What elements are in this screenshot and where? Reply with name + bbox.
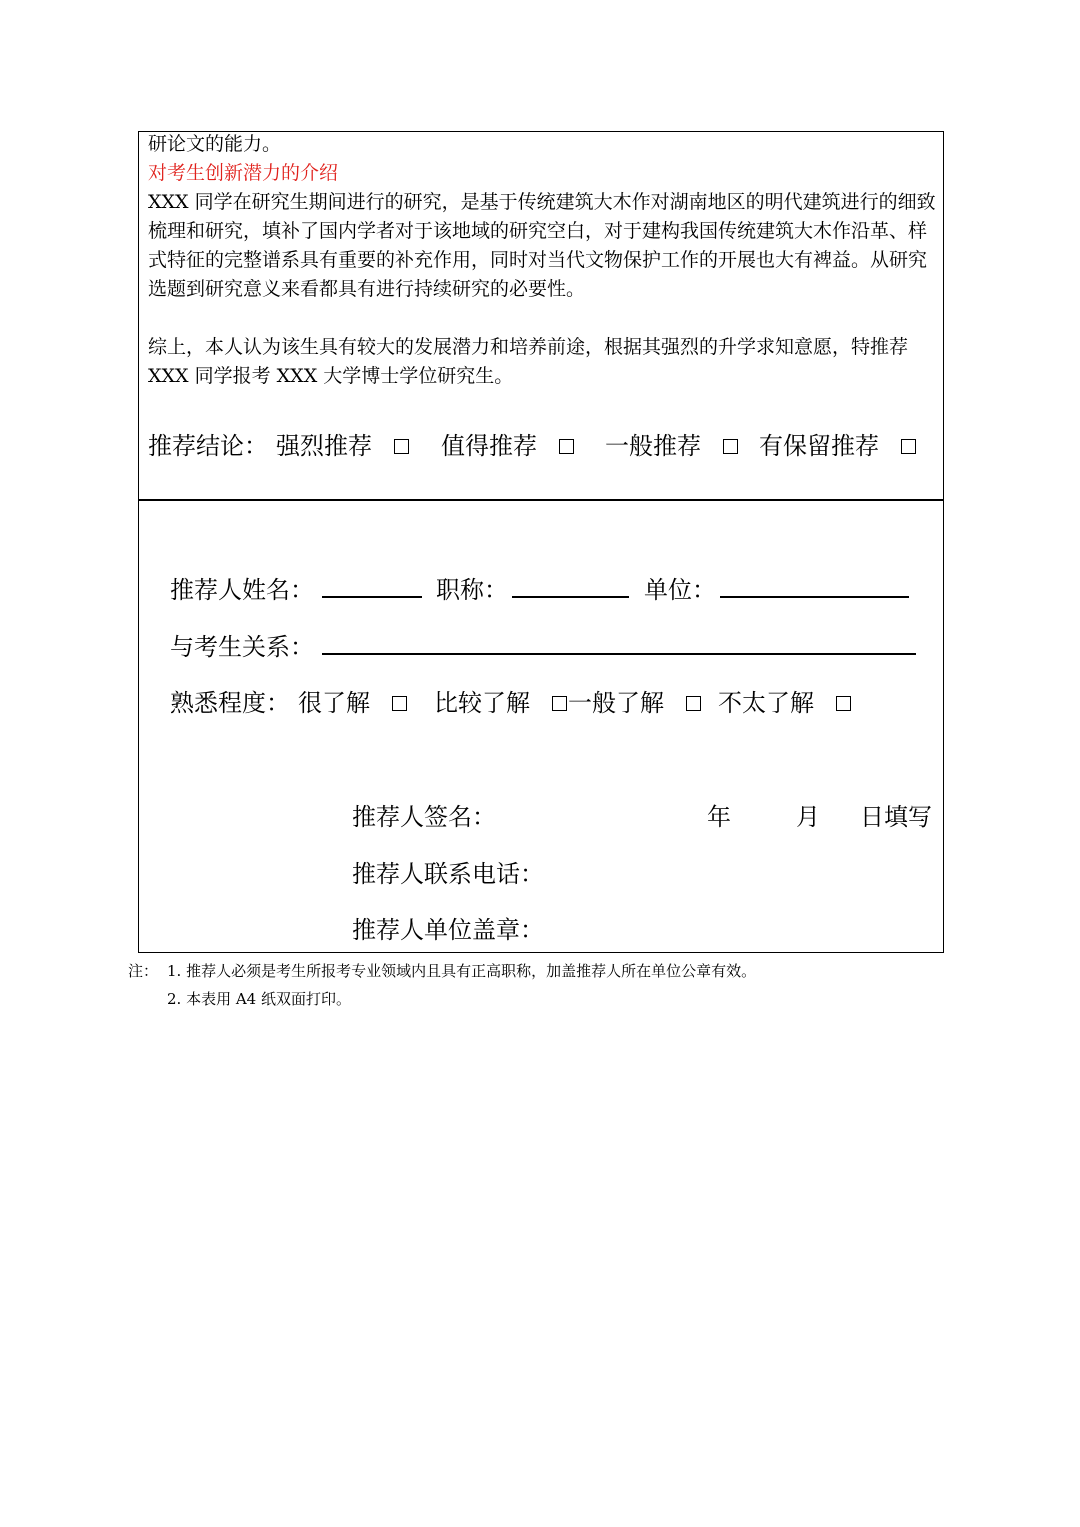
familiarity-option-fairly[interactable] xyxy=(434,683,567,718)
month-label: 月 xyxy=(796,803,820,831)
conclusion-option-reserved[interactable] xyxy=(759,426,916,461)
option-label: 比较了解 xyxy=(434,689,530,717)
relation-field[interactable] xyxy=(322,653,916,655)
recommender-name-field[interactable] xyxy=(322,596,422,598)
conclusion-option-general[interactable] xyxy=(605,426,738,461)
checkbox-icon[interactable] xyxy=(686,696,701,711)
phone-label: 推荐人联系电话： xyxy=(352,860,544,888)
checkbox-icon[interactable] xyxy=(392,696,407,711)
summary-paragraph: 综上，本人认为该生具有较大的发展潜力和培养前途，根据其强烈的升学求知意愿，特推荐 XXX 同学报考 XXX 大学博士学位研究生。 xyxy=(148,336,909,387)
checkbox-icon[interactable] xyxy=(559,439,574,454)
option-label: 一般了解 xyxy=(568,689,664,717)
checkbox-icon[interactable] xyxy=(394,439,409,454)
checkbox-icon[interactable] xyxy=(836,696,851,711)
familiarity-label: 熟悉程度： xyxy=(170,689,290,717)
relation-label: 与考生关系： xyxy=(170,633,314,661)
checkbox-icon[interactable] xyxy=(901,439,916,454)
title-field[interactable] xyxy=(512,596,629,598)
conclusion-label: 推荐结论： xyxy=(148,432,268,460)
option-label: 强烈推荐 xyxy=(276,432,372,460)
conclusion-option-strong[interactable] xyxy=(276,426,409,461)
option-label: 很了解 xyxy=(298,689,370,717)
checkbox-icon[interactable] xyxy=(552,696,567,711)
recommender-name-label: 推荐人姓名： xyxy=(170,576,314,604)
unit-field[interactable] xyxy=(720,596,909,598)
title-label: 职称： xyxy=(436,576,508,604)
option-label: 值得推荐 xyxy=(441,432,537,460)
option-label: 一般推荐 xyxy=(605,432,701,460)
note-prefix: 注： xyxy=(128,962,159,980)
seal-label: 推荐人单位盖章： xyxy=(352,916,544,944)
innovation-paragraph: XXX 同学在研究生期间进行的研究，是基于传统建筑大木作对湖南地区的明代建筑进行的细致梳理和研究，填补了国内学者对于该地域的研究空白，对于建构我国传统建筑大木作沿革、样式特征的完整谱系具有重要的补充作用，同时对当代文物保护工作的开展也大有裨益。从研究选题到研究意义来看都具有进行持续研究的必要性。 xyxy=(148,191,936,300)
option-label: 不太了解 xyxy=(718,689,814,717)
note-2: 2. 本表用 A4 纸双面打印。 xyxy=(167,990,351,1008)
familiarity-option-somewhat[interactable] xyxy=(568,683,701,718)
option-label: 有保留推荐 xyxy=(759,432,879,460)
checkbox-icon[interactable] xyxy=(723,439,738,454)
signature-label: 推荐人签名： xyxy=(352,803,496,831)
continued-text-line: 研论文的能力。 xyxy=(148,133,282,155)
day-label: 日填写 xyxy=(860,803,932,831)
familiarity-option-very[interactable] xyxy=(298,683,407,718)
familiarity-option-not-much[interactable] xyxy=(718,683,851,718)
year-label: 年 xyxy=(707,803,731,831)
unit-label: 单位： xyxy=(644,576,716,604)
note-1: 1. 推荐人必须是考生所报考专业领域内且具有正高职称，加盖推荐人所在单位公章有效。 xyxy=(167,962,757,980)
innovation-heading: 对考生创新潜力的介绍 xyxy=(148,162,339,184)
conclusion-option-worthy[interactable] xyxy=(441,426,574,461)
